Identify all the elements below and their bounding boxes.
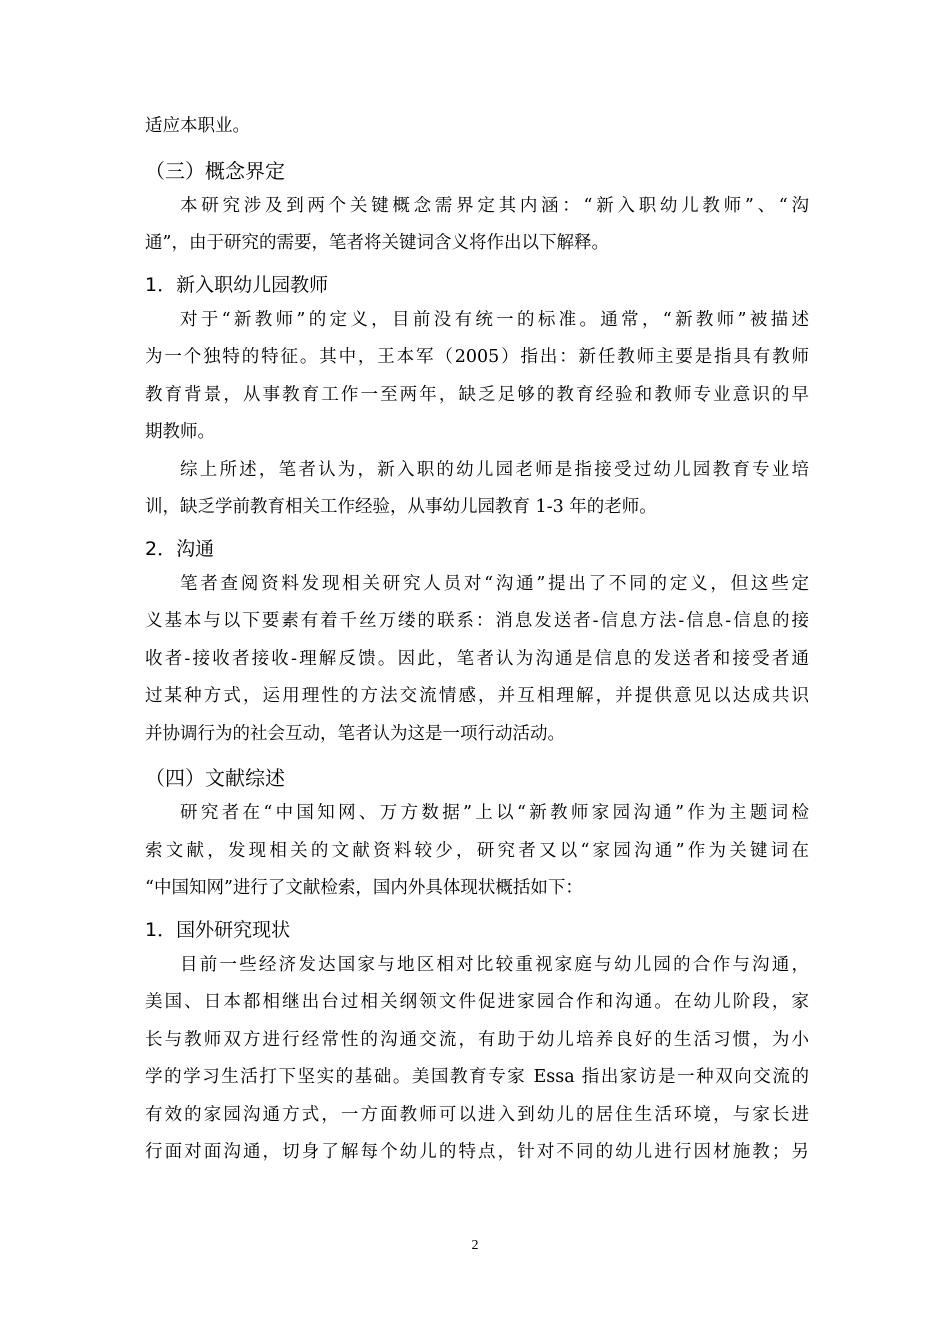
paragraph-line: 对于“新教师”的定义，目前没有统一的标准。通常，“新教师”被描述	[180, 309, 809, 330]
paragraph-line: 训，缺乏学前教育相关工作经验，从事幼儿园教育 1-3 年的老师。	[145, 497, 657, 517]
paragraph-line: 收者-接收者接收-理解反馈。因此，笔者认为沟通是信息的发送者和接受者通	[145, 648, 809, 669]
paragraph-line: 教育背景，从事教育工作一至两年，缺乏足够的教育经验和教师专业意识的早	[145, 384, 809, 405]
paragraph-line: 期教师。	[145, 422, 215, 442]
paragraph-line: 有效的家园沟通方式，一方面教师可以进入到幼儿的居住生活环境，与家长进	[145, 1104, 809, 1125]
paragraph-line: 笔者查阅资料发现相关研究人员对“沟通”提出了不同的定义，但这些定	[180, 573, 809, 594]
paragraph-concepts	[145, 188, 809, 263]
paragraph-line: 通”，由于研究的需要，笔者将关键词含义将作出以下解释。	[145, 233, 609, 253]
paragraph-line: 目前一些经济发达国家与地区相对比较重视家庭与幼儿园的合作与沟通，	[180, 954, 809, 975]
paragraph-line: 义基本与以下要素有着千丝万缕的联系：消息发送者-信息方法-信息-信息的接	[145, 611, 809, 631]
section-heading-concepts: （三）概念界定	[145, 158, 285, 183]
page-body	[145, 108, 809, 1172]
paragraph-line: 行面对面沟通，切身了解每个幼儿的特点，针对不同的幼儿进行因材施教；另	[145, 1142, 809, 1162]
page-number: 2	[471, 1238, 479, 1253]
paragraph-line: 综上所述，笔者认为，新入职的幼儿园老师是指接受过幼儿园教育专业培	[180, 459, 809, 480]
paragraph-line: 适应本职业。	[145, 116, 250, 136]
paragraph-new-teacher-summary	[145, 452, 809, 527]
paragraph-communication	[145, 566, 809, 754]
paragraph-line: 本研究涉及到两个关键概念需界定其内涵：“新入职幼儿教师”、“沟	[180, 195, 809, 216]
paragraph-line: “中国知网”进行了文献检索，国内外具体现状概括如下：	[145, 878, 583, 898]
subsection-heading-new-teacher: 1．新入职幼儿园教师	[145, 273, 329, 296]
paragraph-line: 学的学习生活打下坚实的基础。美国教育专家 Essa 指出家访是一种双向交流的	[145, 1067, 809, 1087]
subsection-heading-communication: 2．沟通	[145, 537, 215, 560]
paragraph-literature-review	[145, 795, 809, 908]
subsection-heading-foreign-research: 1．国外研究现状	[145, 918, 291, 941]
paragraph-foreign-research	[145, 947, 809, 1172]
paragraph-line: 研究者在“中国知网、万方数据”上以“新教师家园沟通”作为主题词检	[180, 803, 809, 823]
paragraph-line: 过某种方式，运用理性的方法交流情感，并互相理解，并提供意见以达成共识	[145, 686, 809, 706]
paragraph-line: 美国、日本都相继出台过相关纲领文件促进家园合作和沟通。在幼儿阶段，家	[145, 992, 809, 1012]
paragraph-line: 索文献，发现相关的文献资料较少，研究者又以“家园沟通”作为关键词在	[145, 840, 809, 861]
paragraph-line: 并协调行为的社会互动，笔者认为这是一项行动活动。	[145, 723, 565, 744]
paragraph-line: 长与教师双方进行经常性的沟通交流，有助于幼儿培养良好的生活习惯，为小	[145, 1029, 809, 1050]
paragraph-line: 为一个独特的特征。其中，王本军（2005）指出：新任教师主要是指具有教师	[145, 347, 809, 367]
paragraph-new-teacher-definition	[145, 302, 809, 452]
section-heading-literature-review: （四）文献综述	[145, 766, 285, 790]
